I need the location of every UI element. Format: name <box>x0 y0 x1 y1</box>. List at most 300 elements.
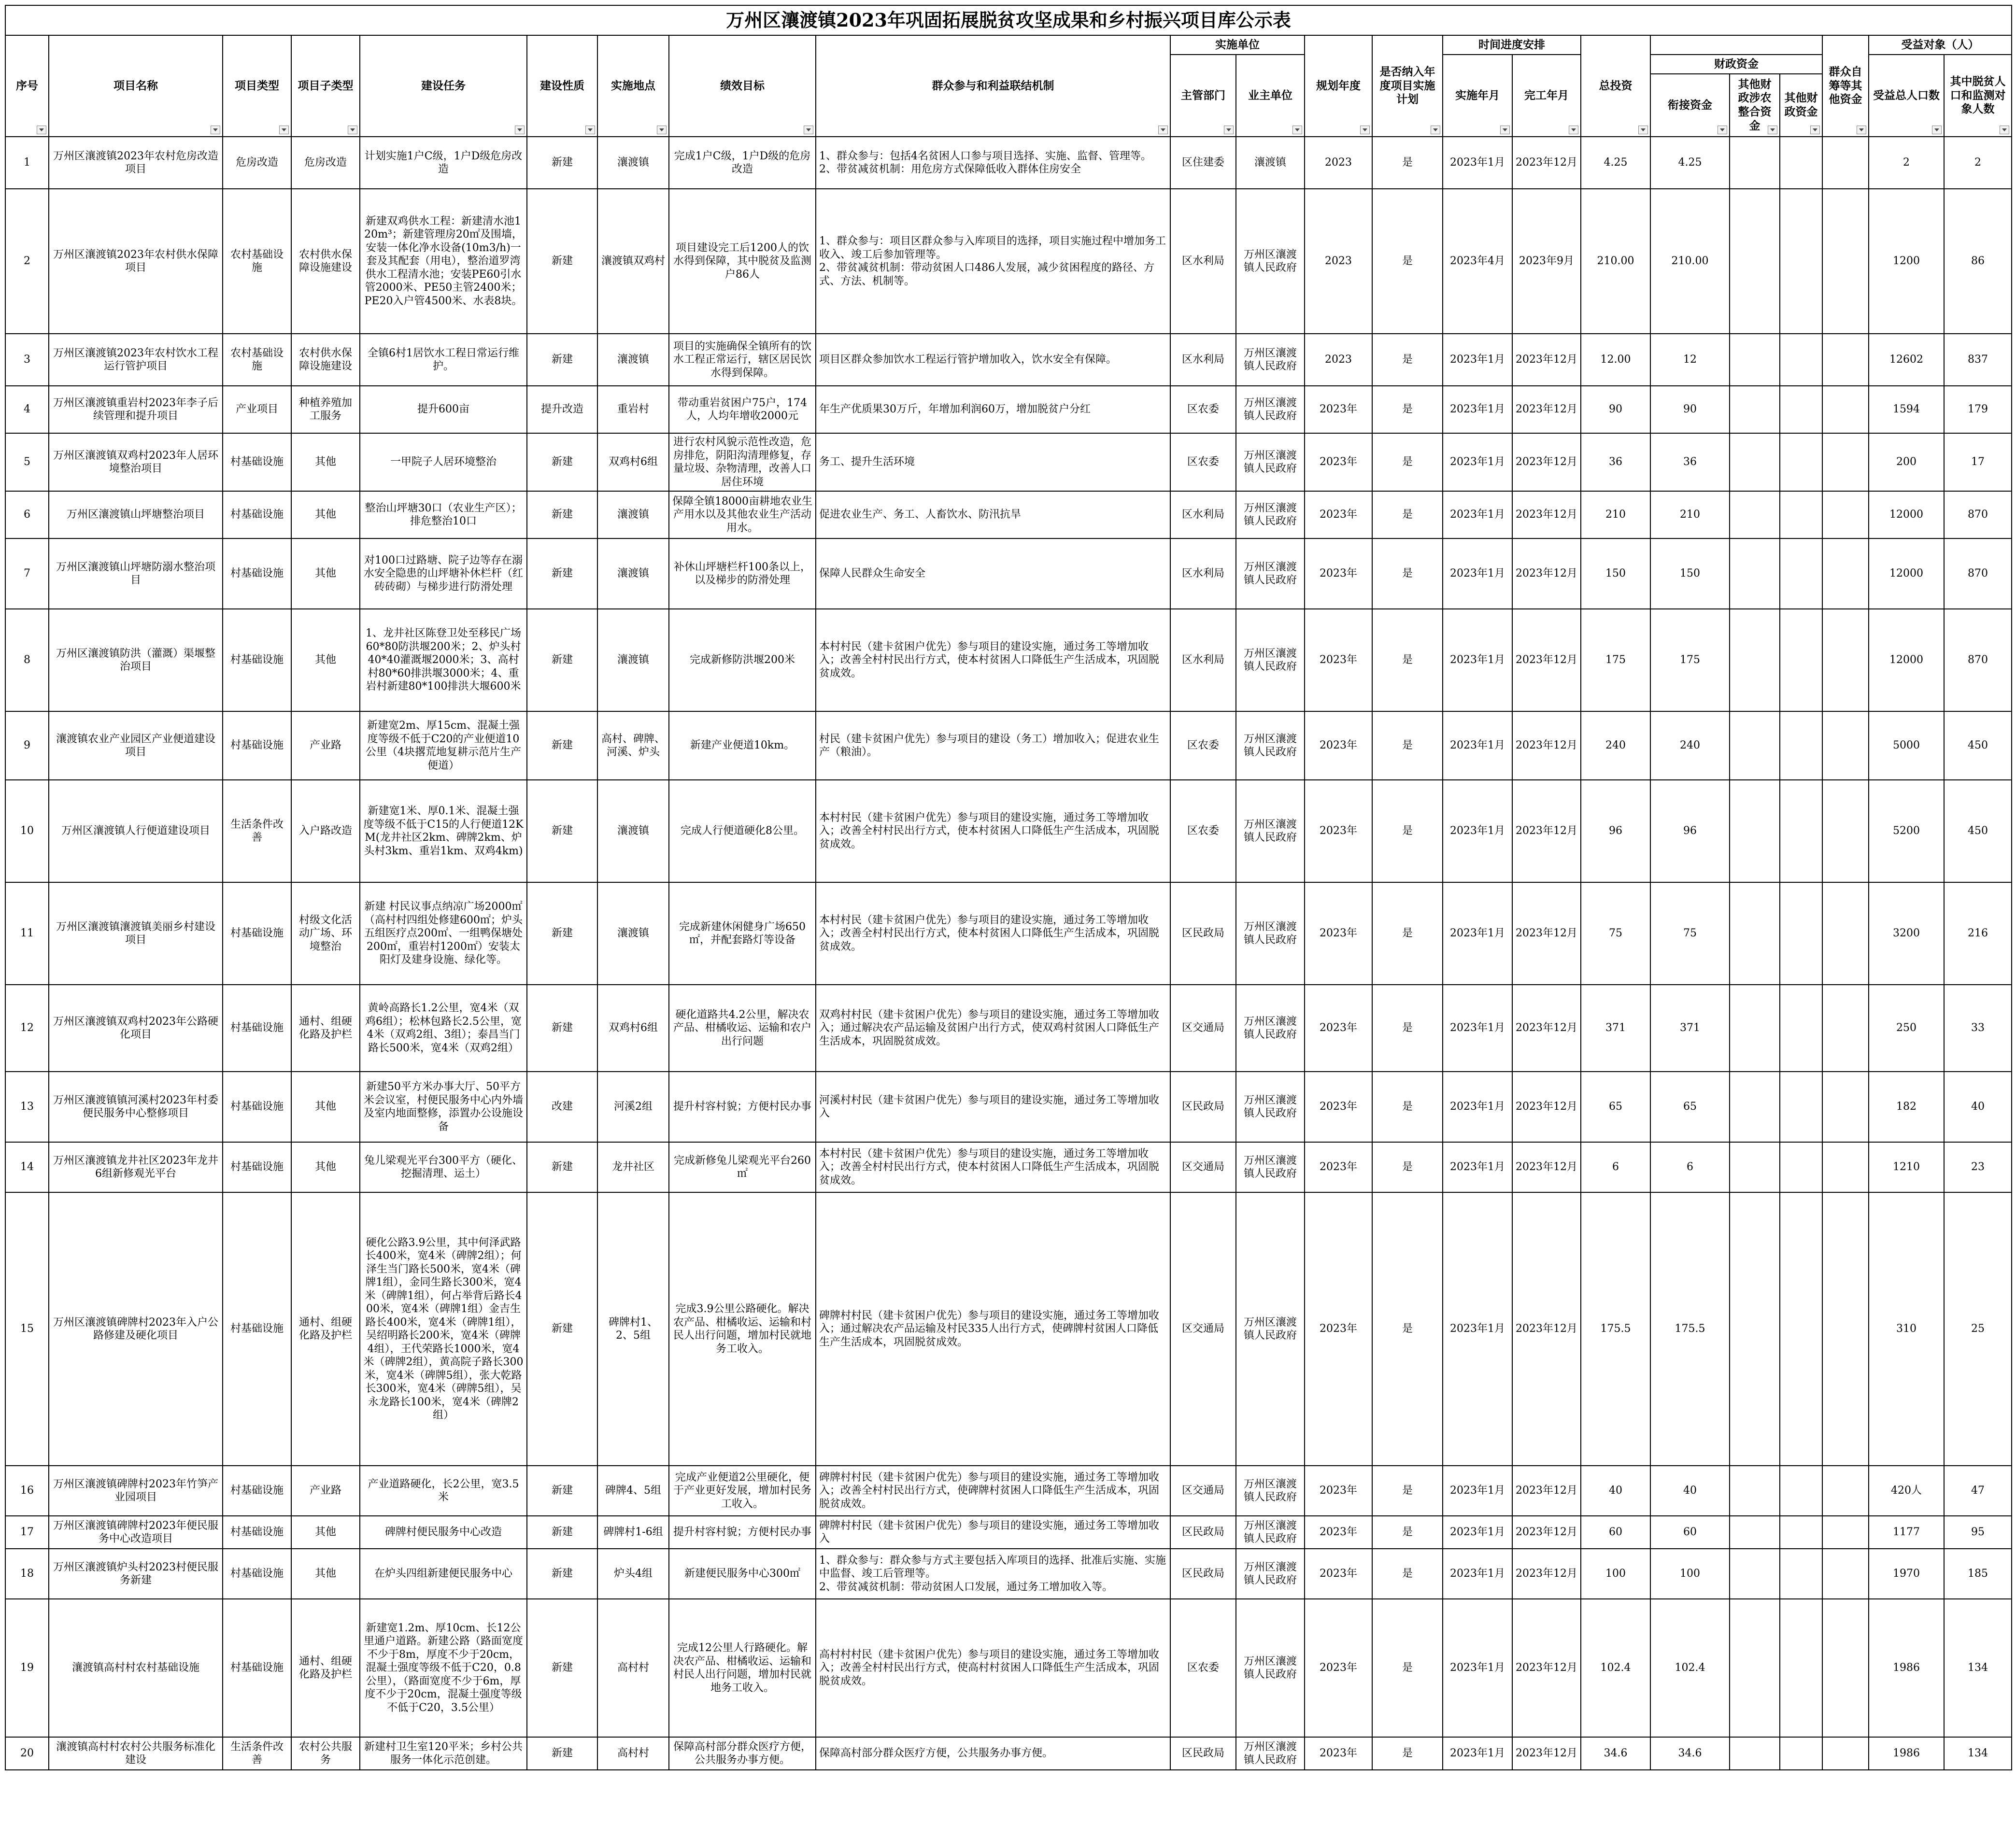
cell-ben-poor[interactable]: 86 <box>1944 189 2012 334</box>
cell-total[interactable]: 210 <box>1581 491 1650 538</box>
cell-plan-year[interactable]: 2023年 <box>1305 609 1372 711</box>
cell-seq[interactable]: 18 <box>5 1549 49 1599</box>
filter-dropdown-button[interactable] <box>348 126 357 134</box>
filter-dropdown-button[interactable] <box>1158 126 1168 134</box>
cell-self-raised[interactable] <box>1822 711 1869 780</box>
cell-ben-poor[interactable]: 23 <box>1944 1142 2012 1192</box>
cell-dept[interactable]: 区民政局 <box>1170 1516 1236 1549</box>
cell-name[interactable]: 万州区瀼渡镇双鸡村2023年人居环境整治项目 <box>49 433 223 491</box>
cell-seq[interactable]: 6 <box>5 491 49 538</box>
cell-nature[interactable]: 新建 <box>527 538 597 609</box>
cell-plan-year[interactable]: 2023年 <box>1305 1072 1372 1142</box>
cell-type[interactable]: 村基础设施 <box>223 491 291 538</box>
cell-mechanism[interactable]: 碑牌村村民（建卡贫困户优先）参与项目的建设实施，通过务工等增加收入；通过解决农产品运输及村民335人出行方式，使碑牌村贫困人口降低生产生活成本，巩固脱贫成效。 <box>816 1192 1170 1466</box>
cell-ben-poor[interactable]: 216 <box>1944 882 2012 985</box>
cell-owner[interactable]: 万州区瀼渡镇人民政府 <box>1236 386 1305 433</box>
cell-task[interactable]: 计划实施1户C级，1户D级危房改造 <box>360 137 527 189</box>
cell-plan-year[interactable]: 2023年 <box>1305 1737 1372 1770</box>
cell-fund-link[interactable]: 175.5 <box>1650 1192 1730 1466</box>
cell-location[interactable]: 碑牌村1、2、5组 <box>597 1192 669 1466</box>
cell-goal[interactable]: 硬化道路共4.2公里，解决农产品、柑橘收运、运输和农户出行问题 <box>669 985 816 1072</box>
cell-subtype[interactable]: 通村、组硬化路及护栏 <box>291 1192 360 1466</box>
cell-plan-year[interactable]: 2023年 <box>1305 985 1372 1072</box>
cell-ben-poor[interactable]: 179 <box>1944 386 2012 433</box>
cell-start[interactable]: 2023年1月 <box>1443 1466 1512 1516</box>
cell-plan-year[interactable]: 2023 <box>1305 334 1372 386</box>
cell-dept[interactable]: 区农委 <box>1170 433 1236 491</box>
cell-plan-year[interactable]: 2023年 <box>1305 780 1372 882</box>
cell-name[interactable]: 万州区瀼渡镇双鸡村2023年公路硬化项目 <box>49 985 223 1072</box>
cell-nature[interactable]: 新建 <box>527 780 597 882</box>
cell-self-raised[interactable] <box>1822 780 1869 882</box>
cell-ben-total[interactable]: 1986 <box>1869 1599 1944 1737</box>
cell-fund-other-agri[interactable] <box>1730 1192 1780 1466</box>
cell-type[interactable]: 村基础设施 <box>223 433 291 491</box>
cell-subtype[interactable]: 农村供水保障设施建设 <box>291 334 360 386</box>
cell-plan-year[interactable]: 2023年 <box>1305 491 1372 538</box>
cell-mechanism[interactable]: 1、群众参与：包括4名贫困人口参与项目选择、实施、监督、管理等。 2、带贫减贫机制：用危房方式保障低收入群体住房安全 <box>816 137 1170 189</box>
cell-type[interactable]: 村基础设施 <box>223 1466 291 1516</box>
cell-name[interactable]: 瀼渡镇高村村农村基础设施 <box>49 1599 223 1737</box>
cell-fund-other[interactable] <box>1780 1072 1822 1142</box>
filter-dropdown-button[interactable] <box>1360 126 1370 134</box>
filter-dropdown-button[interactable] <box>1768 126 1777 134</box>
cell-location[interactable]: 高村、碑牌、河溪、炉头 <box>597 711 669 780</box>
cell-fund-other-agri[interactable] <box>1730 1466 1780 1516</box>
cell-owner[interactable]: 万州区瀼渡镇人民政府 <box>1236 189 1305 334</box>
cell-mechanism[interactable]: 本村村民（建卡贫困户优先）参与项目的建设实施，通过务工等增加收入；改善全村村民出行方式，使本村贫困人口降低生产生活成本，巩固脱贫成效。 <box>816 780 1170 882</box>
cell-start[interactable]: 2023年4月 <box>1443 189 1512 334</box>
cell-ben-poor[interactable]: 40 <box>1944 1072 2012 1142</box>
cell-task[interactable]: 新建村卫生室120平米；乡村公共服务一体化示范创建。 <box>360 1737 527 1770</box>
cell-fund-link[interactable]: 6 <box>1650 1142 1730 1192</box>
cell-fund-other[interactable] <box>1780 780 1822 882</box>
cell-fund-other-agri[interactable] <box>1730 780 1780 882</box>
cell-fund-other-agri[interactable] <box>1730 1072 1780 1142</box>
cell-type[interactable]: 农村基础设施 <box>223 334 291 386</box>
cell-location[interactable]: 碑牌村1-6组 <box>597 1516 669 1549</box>
cell-fund-other-agri[interactable] <box>1730 334 1780 386</box>
cell-task[interactable]: 提升600亩 <box>360 386 527 433</box>
cell-ben-poor[interactable]: 33 <box>1944 985 2012 1072</box>
cell-end[interactable]: 2023年12月 <box>1512 433 1581 491</box>
cell-self-raised[interactable] <box>1822 538 1869 609</box>
cell-dept[interactable]: 区水利局 <box>1170 538 1236 609</box>
cell-seq[interactable]: 4 <box>5 386 49 433</box>
cell-fund-other[interactable] <box>1780 711 1822 780</box>
filter-dropdown-button[interactable] <box>1569 126 1578 134</box>
cell-nature[interactable]: 新建 <box>527 609 597 711</box>
cell-subtype[interactable]: 村级文化活动广场、环境整治 <box>291 882 360 985</box>
cell-dept[interactable]: 区交通局 <box>1170 1192 1236 1466</box>
cell-fund-link[interactable]: 65 <box>1650 1072 1730 1142</box>
cell-self-raised[interactable] <box>1822 1466 1869 1516</box>
filter-dropdown-button[interactable] <box>657 126 667 134</box>
cell-fund-other[interactable] <box>1780 1737 1822 1770</box>
cell-start[interactable]: 2023年1月 <box>1443 1549 1512 1599</box>
cell-total[interactable]: 210.00 <box>1581 189 1650 334</box>
cell-dept[interactable]: 区交通局 <box>1170 1466 1236 1516</box>
cell-nature[interactable]: 新建 <box>527 334 597 386</box>
cell-plan-year[interactable]: 2023年 <box>1305 1516 1372 1549</box>
cell-end[interactable]: 2023年12月 <box>1512 491 1581 538</box>
cell-fund-other[interactable] <box>1780 433 1822 491</box>
cell-name[interactable]: 万州区瀼渡镇山坪塘整治项目 <box>49 491 223 538</box>
cell-name[interactable]: 万州区瀼渡镇碑牌村2023年竹笋产业园项目 <box>49 1466 223 1516</box>
cell-name[interactable]: 万州区瀼渡镇碑牌村2023年便民服务中心改造项目 <box>49 1516 223 1549</box>
cell-goal[interactable]: 完成12公里人行路硬化。解决农产品、柑橘收运、运输和村民人出行问题，增加村民就地务工收入。 <box>669 1599 816 1737</box>
cell-in-plan[interactable]: 是 <box>1372 1516 1443 1549</box>
cell-fund-other[interactable] <box>1780 1466 1822 1516</box>
cell-ben-poor[interactable]: 870 <box>1944 491 2012 538</box>
cell-name[interactable]: 万州区瀼渡镇山坪塘防溺水整治项目 <box>49 538 223 609</box>
cell-ben-poor[interactable]: 185 <box>1944 1549 2012 1599</box>
cell-owner[interactable]: 万州区瀼渡镇人民政府 <box>1236 491 1305 538</box>
cell-in-plan[interactable]: 是 <box>1372 386 1443 433</box>
cell-owner[interactable]: 万州区瀼渡镇人民政府 <box>1236 1142 1305 1192</box>
cell-ben-total[interactable]: 3200 <box>1869 882 1944 985</box>
cell-in-plan[interactable]: 是 <box>1372 1737 1443 1770</box>
cell-name[interactable]: 万州区瀼渡镇2023年农村饮水工程运行管护项目 <box>49 334 223 386</box>
cell-seq[interactable]: 12 <box>5 985 49 1072</box>
cell-end[interactable]: 2023年12月 <box>1512 1142 1581 1192</box>
cell-subtype[interactable]: 种植养殖加工服务 <box>291 386 360 433</box>
cell-end[interactable]: 2023年12月 <box>1512 985 1581 1072</box>
cell-owner[interactable]: 万州区瀼渡镇人民政府 <box>1236 1516 1305 1549</box>
cell-end[interactable]: 2023年12月 <box>1512 1737 1581 1770</box>
cell-type[interactable]: 村基础设施 <box>223 1142 291 1192</box>
cell-ben-total[interactable]: 12602 <box>1869 334 1944 386</box>
cell-start[interactable]: 2023年1月 <box>1443 433 1512 491</box>
cell-fund-other-agri[interactable] <box>1730 538 1780 609</box>
cell-task[interactable]: 新建 村民议事点纳凉广场2000㎡（高村村四组处修建600㎡；炉头五组医疗点200㎡、一组鸭保塘处200㎡，重岩村1200㎡）安装太阳灯及建身设施、绿化等。 <box>360 882 527 985</box>
cell-type[interactable]: 村基础设施 <box>223 985 291 1072</box>
cell-task[interactable]: 新建宽1米、厚0.1米、混凝土强度等级不低于C15的人行便道12KM(龙井社区2km、碑牌2km、炉头村3km、重岩1km、双鸡4km) <box>360 780 527 882</box>
cell-self-raised[interactable] <box>1822 189 1869 334</box>
cell-goal[interactable]: 完成产业便道2公里硬化，便于产业更好发展，增加村民务工收入。 <box>669 1466 816 1516</box>
cell-self-raised[interactable] <box>1822 433 1869 491</box>
cell-fund-link[interactable]: 75 <box>1650 882 1730 985</box>
cell-ben-poor[interactable]: 837 <box>1944 334 2012 386</box>
cell-total[interactable]: 100 <box>1581 1549 1650 1599</box>
cell-fund-other[interactable] <box>1780 137 1822 189</box>
cell-subtype[interactable]: 其他 <box>291 1549 360 1599</box>
cell-end[interactable]: 2023年12月 <box>1512 386 1581 433</box>
cell-self-raised[interactable] <box>1822 334 1869 386</box>
cell-mechanism[interactable]: 双鸡村村民（建卡贫困户优先）参与项目的建设实施，通过务工等增加收入；通过解决农产品运输及贫困户出行方式，使双鸡村贫困人口降低生产生活成本，巩固脱贫成效。 <box>816 985 1170 1072</box>
cell-owner[interactable]: 万州区瀼渡镇人民政府 <box>1236 1549 1305 1599</box>
cell-owner[interactable]: 万州区瀼渡镇人民政府 <box>1236 1192 1305 1466</box>
cell-self-raised[interactable] <box>1822 1737 1869 1770</box>
cell-ben-poor[interactable]: 134 <box>1944 1737 2012 1770</box>
cell-subtype[interactable]: 通村、组硬化路及护栏 <box>291 985 360 1072</box>
cell-ben-poor[interactable]: 95 <box>1944 1516 2012 1549</box>
cell-fund-other[interactable] <box>1780 1549 1822 1599</box>
cell-name[interactable]: 万州区瀼渡镇2023年农村供水保障项目 <box>49 189 223 334</box>
filter-dropdown-button[interactable] <box>2000 126 2009 134</box>
cell-plan-year[interactable]: 2023年 <box>1305 1466 1372 1516</box>
cell-fund-other[interactable] <box>1780 1516 1822 1549</box>
cell-fund-other-agri[interactable] <box>1730 1142 1780 1192</box>
cell-owner[interactable]: 万州区瀼渡镇人民政府 <box>1236 1599 1305 1737</box>
cell-location[interactable]: 双鸡村6组 <box>597 433 669 491</box>
cell-ben-total[interactable]: 1200 <box>1869 189 1944 334</box>
cell-type[interactable]: 村基础设施 <box>223 1072 291 1142</box>
cell-nature[interactable]: 新建 <box>527 491 597 538</box>
cell-name[interactable]: 瀼渡镇农业产业园区产业便道建设项目 <box>49 711 223 780</box>
cell-subtype[interactable]: 入户路改造 <box>291 780 360 882</box>
cell-type[interactable]: 村基础设施 <box>223 1599 291 1737</box>
cell-fund-link[interactable]: 40 <box>1650 1466 1730 1516</box>
cell-end[interactable]: 2023年12月 <box>1512 1466 1581 1516</box>
cell-self-raised[interactable] <box>1822 137 1869 189</box>
filter-dropdown-button[interactable] <box>1718 126 1727 134</box>
cell-fund-link[interactable]: 150 <box>1650 538 1730 609</box>
cell-dept[interactable]: 区水利局 <box>1170 491 1236 538</box>
cell-seq[interactable]: 17 <box>5 1516 49 1549</box>
cell-mechanism[interactable]: 高村村村民（建卡贫困户优先）参与项目的建设实施，通过务工等增加收入；改善全村村民出行方式，使高村村贫困人口降低生产生活成本，巩固脱贫成效。 <box>816 1599 1170 1737</box>
cell-fund-link[interactable]: 12 <box>1650 334 1730 386</box>
cell-mechanism[interactable]: 1、群众参与：项目区群众参与入库项目的选择，项目实施过程中增加务工收入、竣工后参加管理等。 2、带贫减贫机制：带动贫困人口486人发展，减少贫困程度的路径、方式、方法、机制等。 <box>816 189 1170 334</box>
cell-mechanism[interactable]: 碑牌村村民（建卡贫困户优先）参与项目的建设实施，通过务工等增加收入；改善全村村民出行方式，使碑牌村贫困人口降低生产生活成本，巩固脱贫成效。 <box>816 1466 1170 1516</box>
cell-total[interactable]: 36 <box>1581 433 1650 491</box>
cell-type[interactable]: 生活条件改善 <box>223 780 291 882</box>
cell-subtype[interactable]: 其他 <box>291 491 360 538</box>
cell-mechanism[interactable]: 保障人民群众生命安全 <box>816 538 1170 609</box>
cell-end[interactable]: 2023年12月 <box>1512 1072 1581 1142</box>
cell-task[interactable]: 兔儿梁观光平台300平方（硬化、挖掘清理、运土） <box>360 1142 527 1192</box>
cell-nature[interactable]: 新建 <box>527 985 597 1072</box>
cell-fund-other[interactable] <box>1780 1142 1822 1192</box>
cell-owner[interactable]: 万州区瀼渡镇人民政府 <box>1236 780 1305 882</box>
cell-fund-other-agri[interactable] <box>1730 386 1780 433</box>
cell-goal[interactable]: 保障高村部分群众医疗方便，公共服务办事方便。 <box>669 1737 816 1770</box>
cell-mechanism[interactable]: 本村村民（建卡贫困户优先）参与项目的建设实施，通过务工等增加收入；改善全村村民出行方式，使本村贫困人口降低生产生活成本，巩固脱贫成效。 <box>816 609 1170 711</box>
cell-dept[interactable]: 区住建委 <box>1170 137 1236 189</box>
cell-nature[interactable]: 新建 <box>527 1466 597 1516</box>
cell-total[interactable]: 4.25 <box>1581 137 1650 189</box>
cell-goal[interactable]: 项目建设完工后1200人的饮水得到保障，其中脱贫及监测户86人 <box>669 189 816 334</box>
cell-dept[interactable]: 区民政局 <box>1170 882 1236 985</box>
cell-seq[interactable]: 19 <box>5 1599 49 1737</box>
cell-goal[interactable]: 保障全镇18000亩耕地农业生产用水以及其他农业生产活动用水。 <box>669 491 816 538</box>
cell-name[interactable]: 万州区瀼渡镇碑牌村2023年入户公路修建及硬化项目 <box>49 1192 223 1466</box>
cell-end[interactable]: 2023年12月 <box>1512 609 1581 711</box>
cell-nature[interactable]: 新建 <box>527 433 597 491</box>
cell-dept[interactable]: 区交通局 <box>1170 985 1236 1072</box>
cell-plan-year[interactable]: 2023年 <box>1305 386 1372 433</box>
cell-type[interactable]: 村基础设施 <box>223 538 291 609</box>
cell-start[interactable]: 2023年1月 <box>1443 1599 1512 1737</box>
cell-goal[interactable]: 带动重岩贫困户75户，174人，人均年增收2000元 <box>669 386 816 433</box>
cell-fund-link[interactable]: 240 <box>1650 711 1730 780</box>
cell-name[interactable]: 万州区瀼渡镇防洪（灌溉）渠堰整治项目 <box>49 609 223 711</box>
cell-in-plan[interactable]: 是 <box>1372 711 1443 780</box>
cell-name[interactable]: 瀼渡镇高村村农村公共服务标准化建设 <box>49 1737 223 1770</box>
cell-in-plan[interactable]: 是 <box>1372 538 1443 609</box>
cell-fund-other[interactable] <box>1780 538 1822 609</box>
cell-end[interactable]: 2023年12月 <box>1512 137 1581 189</box>
cell-task[interactable]: 产业道路硬化，长2公里，宽3.5米 <box>360 1466 527 1516</box>
cell-ben-total[interactable]: 1177 <box>1869 1516 1944 1549</box>
cell-fund-other[interactable] <box>1780 189 1822 334</box>
filter-dropdown-button[interactable] <box>1500 126 1510 134</box>
cell-subtype[interactable]: 通村、组硬化路及护栏 <box>291 1599 360 1737</box>
cell-self-raised[interactable] <box>1822 985 1869 1072</box>
cell-dept[interactable]: 区交通局 <box>1170 1142 1236 1192</box>
cell-ben-total[interactable]: 250 <box>1869 985 1944 1072</box>
cell-goal[interactable]: 补休山坪塘栏杆100条以上，以及梯步的防滑处理 <box>669 538 816 609</box>
cell-end[interactable]: 2023年12月 <box>1512 334 1581 386</box>
cell-fund-other-agri[interactable] <box>1730 433 1780 491</box>
cell-nature[interactable]: 新建 <box>527 1599 597 1737</box>
cell-dept[interactable]: 区农委 <box>1170 1599 1236 1737</box>
cell-start[interactable]: 2023年1月 <box>1443 1737 1512 1770</box>
cell-subtype[interactable]: 其他 <box>291 609 360 711</box>
cell-dept[interactable]: 区民政局 <box>1170 1737 1236 1770</box>
cell-location[interactable]: 瀼渡镇 <box>597 882 669 985</box>
cell-goal[interactable]: 进行农村风貌示范性改造，危房排危，阴阳沟清理修复，存量垃圾、杂物清理，改善人口居住环境 <box>669 433 816 491</box>
cell-in-plan[interactable]: 是 <box>1372 882 1443 985</box>
cell-in-plan[interactable]: 是 <box>1372 1549 1443 1599</box>
filter-dropdown-button[interactable] <box>1292 126 1302 134</box>
cell-goal[interactable]: 完成新修兔儿梁观光平台260㎡ <box>669 1142 816 1192</box>
cell-owner[interactable]: 万州区瀼渡镇人民政府 <box>1236 433 1305 491</box>
cell-name[interactable]: 万州区瀼渡镇2023年农村危房改造项目 <box>49 137 223 189</box>
cell-dept[interactable]: 区民政局 <box>1170 1072 1236 1142</box>
cell-ben-total[interactable]: 12000 <box>1869 538 1944 609</box>
cell-type[interactable]: 村基础设施 <box>223 1516 291 1549</box>
cell-nature[interactable]: 新建 <box>527 1192 597 1466</box>
cell-subtype[interactable]: 产业路 <box>291 711 360 780</box>
cell-owner[interactable]: 万州区瀼渡镇人民政府 <box>1236 711 1305 780</box>
cell-ben-total[interactable]: 5000 <box>1869 711 1944 780</box>
cell-mechanism[interactable]: 本村村民（建卡贫困户优先）参与项目的建设实施，通过务工等增加收入；改善全村村民出行方式，使本村贫困人口降低生产生活成本，巩固脱贫成效。 <box>816 1142 1170 1192</box>
cell-location[interactable]: 双鸡村6组 <box>597 985 669 1072</box>
cell-seq[interactable]: 14 <box>5 1142 49 1192</box>
cell-self-raised[interactable] <box>1822 491 1869 538</box>
cell-mechanism[interactable]: 村民（建卡贫困户优先）参与项目的建设（务工）增加收入；促进农业生产（粮油）。 <box>816 711 1170 780</box>
cell-mechanism[interactable]: 保障高村部分群众医疗方便，公共服务办事方便。 <box>816 1737 1170 1770</box>
cell-start[interactable]: 2023年1月 <box>1443 1072 1512 1142</box>
filter-dropdown-button[interactable] <box>1857 126 1866 134</box>
cell-total[interactable]: 40 <box>1581 1466 1650 1516</box>
filter-dropdown-button[interactable] <box>37 126 46 134</box>
cell-total[interactable]: 6 <box>1581 1142 1650 1192</box>
cell-self-raised[interactable] <box>1822 1142 1869 1192</box>
cell-ben-total[interactable]: 200 <box>1869 433 1944 491</box>
cell-ben-poor[interactable]: 25 <box>1944 1192 2012 1466</box>
cell-ben-total[interactable]: 1210 <box>1869 1142 1944 1192</box>
cell-owner[interactable]: 万州区瀼渡镇人民政府 <box>1236 334 1305 386</box>
filter-dropdown-button[interactable] <box>211 126 220 134</box>
cell-seq[interactable]: 2 <box>5 189 49 334</box>
cell-fund-other-agri[interactable] <box>1730 1549 1780 1599</box>
cell-start[interactable]: 2023年1月 <box>1443 1192 1512 1466</box>
cell-mechanism[interactable]: 年生产优质果30万斤，年增加利润60万，增加脱贫户分红 <box>816 386 1170 433</box>
cell-location[interactable]: 碑牌4、5组 <box>597 1466 669 1516</box>
cell-ben-poor[interactable]: 870 <box>1944 538 2012 609</box>
cell-goal[interactable]: 提升村容村貌；方便村民办事 <box>669 1516 816 1549</box>
cell-owner[interactable]: 万州区瀼渡镇人民政府 <box>1236 538 1305 609</box>
cell-fund-other[interactable] <box>1780 882 1822 985</box>
filter-dropdown-button[interactable] <box>1224 126 1234 134</box>
cell-name[interactable]: 万州区瀼渡镇龙井社区2023年龙井6组新修观光平台 <box>49 1142 223 1192</box>
cell-location[interactable]: 瀼渡镇 <box>597 491 669 538</box>
cell-total[interactable]: 371 <box>1581 985 1650 1072</box>
cell-fund-link[interactable]: 90 <box>1650 386 1730 433</box>
filter-dropdown-button[interactable] <box>515 126 525 134</box>
cell-location[interactable]: 瀼渡镇双鸡村 <box>597 189 669 334</box>
cell-in-plan[interactable]: 是 <box>1372 491 1443 538</box>
cell-total[interactable]: 75 <box>1581 882 1650 985</box>
cell-location[interactable]: 重岩村 <box>597 386 669 433</box>
cell-fund-other-agri[interactable] <box>1730 189 1780 334</box>
cell-location[interactable]: 瀼渡镇 <box>597 334 669 386</box>
cell-name[interactable]: 万州区瀼渡镇重岩村2023年李子后续管理和提升项目 <box>49 386 223 433</box>
cell-type[interactable]: 村基础设施 <box>223 1549 291 1599</box>
cell-plan-year[interactable]: 2023年 <box>1305 1599 1372 1737</box>
cell-nature[interactable]: 新建 <box>527 137 597 189</box>
cell-subtype[interactable]: 其他 <box>291 1516 360 1549</box>
cell-nature[interactable]: 新建 <box>527 1737 597 1770</box>
cell-name[interactable]: 万州区瀼渡镇镇河溪村2023年村委便民服务中心整修项目 <box>49 1072 223 1142</box>
cell-start[interactable]: 2023年1月 <box>1443 538 1512 609</box>
cell-type[interactable]: 农村基础设施 <box>223 189 291 334</box>
cell-plan-year[interactable]: 2023 <box>1305 137 1372 189</box>
cell-seq[interactable]: 7 <box>5 538 49 609</box>
cell-seq[interactable]: 20 <box>5 1737 49 1770</box>
cell-end[interactable]: 2023年12月 <box>1512 1192 1581 1466</box>
cell-nature[interactable]: 新建 <box>527 1142 597 1192</box>
cell-subtype[interactable]: 其他 <box>291 1072 360 1142</box>
cell-nature[interactable]: 新建 <box>527 1516 597 1549</box>
cell-start[interactable]: 2023年1月 <box>1443 780 1512 882</box>
filter-dropdown-button[interactable] <box>1810 126 1820 134</box>
cell-type[interactable]: 村基础设施 <box>223 609 291 711</box>
cell-subtype[interactable]: 其他 <box>291 433 360 491</box>
cell-start[interactable]: 2023年1月 <box>1443 1516 1512 1549</box>
cell-total[interactable]: 90 <box>1581 386 1650 433</box>
cell-ben-total[interactable]: 310 <box>1869 1192 1944 1466</box>
cell-plan-year[interactable]: 2023年 <box>1305 538 1372 609</box>
cell-fund-link[interactable]: 34.6 <box>1650 1737 1730 1770</box>
cell-end[interactable]: 2023年12月 <box>1512 1599 1581 1737</box>
cell-location[interactable]: 瀼渡镇 <box>597 780 669 882</box>
cell-end[interactable]: 2023年12月 <box>1512 882 1581 985</box>
cell-goal[interactable]: 完成新建休闲健身广场650㎡，并配套路灯等设备 <box>669 882 816 985</box>
cell-fund-other-agri[interactable] <box>1730 985 1780 1072</box>
cell-ben-poor[interactable]: 17 <box>1944 433 2012 491</box>
cell-end[interactable]: 2023年12月 <box>1512 711 1581 780</box>
cell-in-plan[interactable]: 是 <box>1372 433 1443 491</box>
cell-plan-year[interactable]: 2023 <box>1305 189 1372 334</box>
cell-ben-total[interactable]: 1970 <box>1869 1549 1944 1599</box>
cell-nature[interactable]: 新建 <box>527 711 597 780</box>
cell-ben-total[interactable]: 2 <box>1869 137 1944 189</box>
cell-fund-other-agri[interactable] <box>1730 1599 1780 1737</box>
cell-fund-link[interactable]: 36 <box>1650 433 1730 491</box>
cell-dept[interactable]: 区民政局 <box>1170 1549 1236 1599</box>
cell-seq[interactable]: 13 <box>5 1072 49 1142</box>
cell-end[interactable]: 2023年12月 <box>1512 1549 1581 1599</box>
cell-fund-link[interactable]: 60 <box>1650 1516 1730 1549</box>
cell-fund-link[interactable]: 371 <box>1650 985 1730 1072</box>
cell-fund-link[interactable]: 210 <box>1650 491 1730 538</box>
cell-fund-other-agri[interactable] <box>1730 1516 1780 1549</box>
cell-self-raised[interactable] <box>1822 386 1869 433</box>
cell-fund-link[interactable]: 102.4 <box>1650 1599 1730 1737</box>
